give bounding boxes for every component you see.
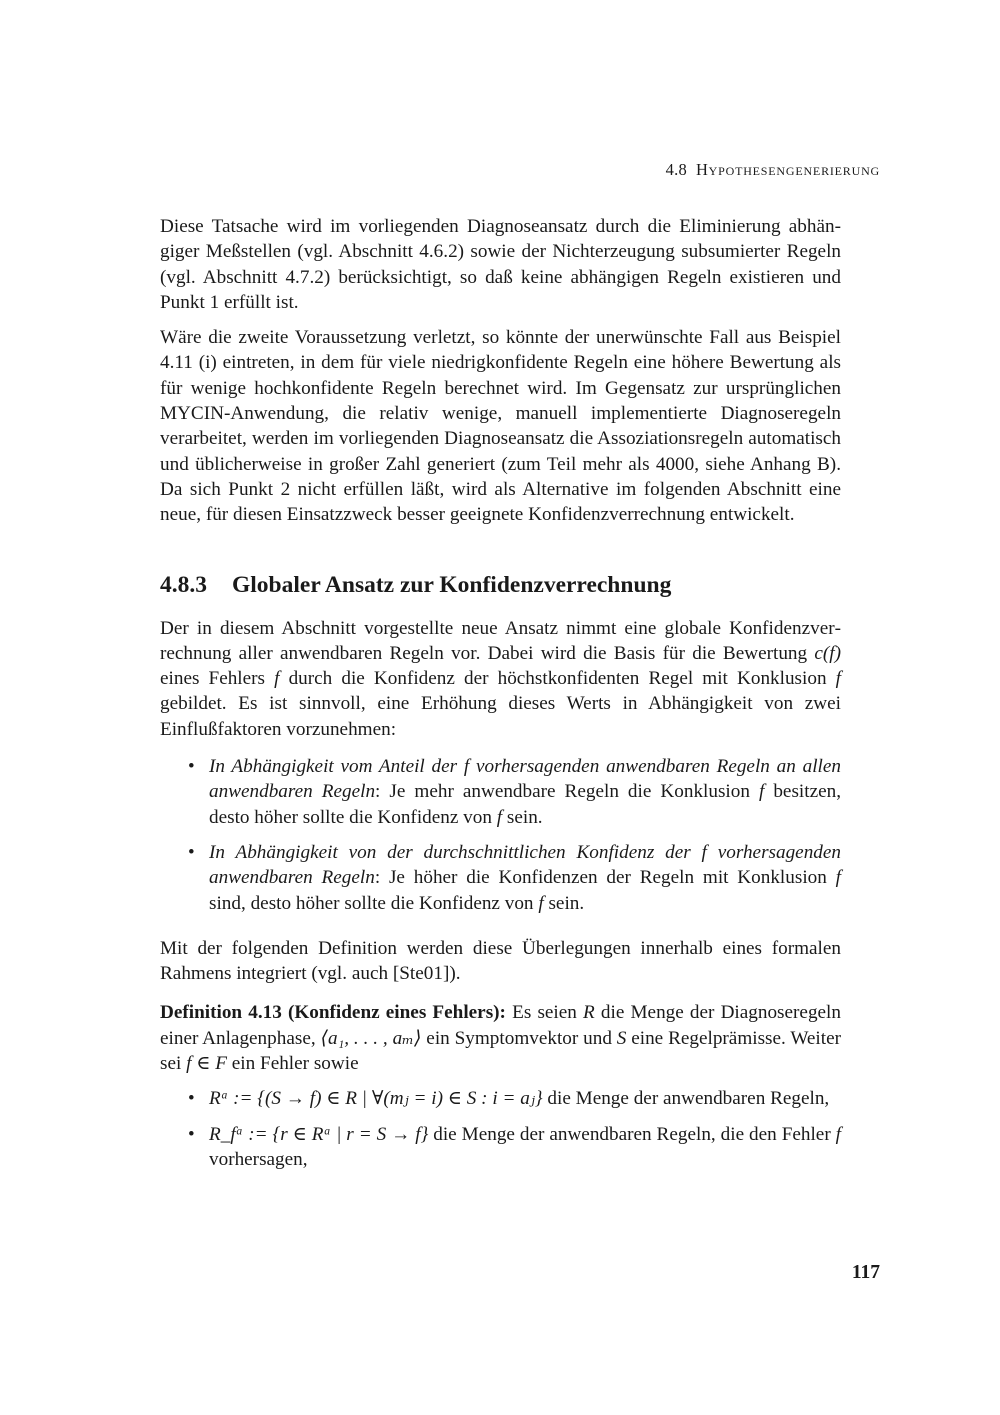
math-S: S — [616, 1027, 627, 1049]
factor-list — [160, 754, 841, 916]
page-number: 117 — [851, 1262, 880, 1283]
text-run: sein. — [502, 806, 543, 828]
text-run: ein Symptomvektor und — [421, 1027, 617, 1049]
paragraph-3 — [160, 616, 841, 742]
definition-list — [160, 1086, 841, 1172]
definition-label: Definition 4.13 (Konfidenz eines Fehlers): — [160, 1002, 506, 1024]
formula-applicable-rules: Rᵃ := {(S → f) ∈ R | ∀(mⱼ = i) ∈ S : i = aⱼ} — [209, 1088, 543, 1110]
running-head-title: Hypothesengenerierung — [695, 160, 880, 179]
text-run: eine Regelprämisse. Weiter sei — [160, 1027, 841, 1075]
list-item — [160, 1086, 841, 1111]
list-item — [160, 1122, 841, 1173]
section-heading-number: 4.8.3 — [160, 571, 207, 598]
math-f: f — [463, 756, 470, 778]
math-R: R — [583, 1002, 595, 1024]
running-head-section-number: 4.8 — [665, 160, 688, 179]
text-run: die Menge der anwendbaren Regeln, die den Fehler — [428, 1123, 836, 1145]
math-f: f — [538, 892, 544, 914]
text-run: vorhersagenden anwendbaren Regeln — [209, 841, 841, 889]
text-run: vorhersagenden anwendbaren Regeln an allen anwendbaren Regeln — [209, 756, 841, 803]
text-run: sind, desto höher sollte die Konfidenz von — [209, 892, 539, 914]
math-f: f — [701, 841, 707, 863]
text-run: besitzen, desto höher sollte die Konfidenz von — [209, 781, 841, 828]
list-item — [160, 754, 841, 830]
paragraph-4: Mit der folgenden Definition werden diese Überlegungen innerhalb eines formalen Rahmens integriert (vgl. auch [Ste01]). — [160, 937, 841, 985]
section-heading — [160, 570, 841, 600]
text-run: sein. — [543, 892, 585, 914]
text-run: vorhersagen, — [209, 1148, 308, 1170]
text-run: ein Fehler sowie — [226, 1053, 359, 1075]
running-head — [666, 160, 880, 180]
math-f: f — [835, 867, 841, 889]
text-run: eines Fehlers — [160, 668, 275, 690]
math-f-in-F: f ∈ F — [186, 1053, 227, 1075]
page-body — [160, 214, 841, 1192]
text-run: Es seien — [505, 1002, 584, 1024]
text-run: Der in diesem Abschnitt vorgestellte neue Ansatz nimmt eine globale Konfidenzverrechnung aller anwendbaren Regeln vor. Dabei wird die Basis für die Bewertung — [160, 617, 841, 664]
text-run: : Je mehr anwendbare Regeln die Konklusion — [375, 781, 759, 803]
text-run: In Abhängigkeit von der durchschnittlichen Konfidenz der — [209, 841, 702, 863]
text-run: durch die Konfidenz der höchstkonfidenten Regel mit Konklusion — [279, 668, 836, 690]
text-run: die Menge der anwendbaren Regeln, — [542, 1088, 830, 1110]
math-cf: c(f) — [814, 642, 841, 664]
paragraph-2: Wäre die zweite Voraussetzung verletzt, so könnte der unerwünschte Fall aus Beispiel 4.11 (i) eintreten, in dem für viele niedrigkonfidente Regeln eine höhere Bewertung als für wenige hochkonfidente Regeln berechnet wird. Im Gegensatz zur ursprünglichen MYCIN-Anwendung, die relativ wenige, manuell implementierte Diagnoseregeln verarbeitet, werden im vorliegenden Diagnoseansatz die Assoziationsregeln automatisch und üblicherweise in großer Zahl generiert (zum Teil mehr als 4000, siehe Anhang B). Da sich Punkt 2 nicht erfüllen läßt, wird als Alternative im folgenden Abschnitt eine neue, für diesen Einsatzzweck besser geeignete Konfidenzverrechnung entwickelt. — [160, 327, 841, 526]
list-item — [160, 840, 841, 916]
math-f: f — [835, 668, 841, 690]
math-symptom-vector: ⟨a₁, . . . , aₘ⟩ — [320, 1027, 422, 1049]
section-heading-title: Globaler Ansatz zur Konfidenzverrechnung — [232, 571, 672, 598]
text-run: die Menge der Diagnoseregeln einer Anlagenphase, — [160, 1002, 841, 1049]
text-run: : Je höher die Konfidenzen der Regeln mit Konklusion — [374, 867, 836, 889]
definition-4-13 — [160, 1000, 841, 1076]
paragraph-1: Diese Tatsache wird im vorliegenden Diagnoseansatz durch die Eliminierung abhängiger Meßstellen (vgl. Abschnitt 4.6.2) sowie der Nichterzeugung subsumierter Regeln (vgl. Abschnitt 4.7.2) berücksichtigt, so daß keine abhängigen Regeln existieren und Punkt 1 erfüllt ist. — [160, 216, 841, 313]
math-f: f — [758, 781, 765, 803]
formula-predicting-rules: R_fᵃ := {r ∈ Rᵃ | r = S → f} — [209, 1123, 429, 1145]
math-f: f — [274, 668, 280, 690]
math-f: f — [835, 1123, 842, 1145]
text-run: In Abhängigkeit vom Anteil der — [209, 756, 464, 778]
math-f: f — [496, 806, 503, 828]
text-run: gebildet. Es ist sinnvoll, eine Erhöhung dieses Werts in Abhängigkeit von zwei Einflußfaktoren vorzunehmen: — [160, 693, 841, 740]
